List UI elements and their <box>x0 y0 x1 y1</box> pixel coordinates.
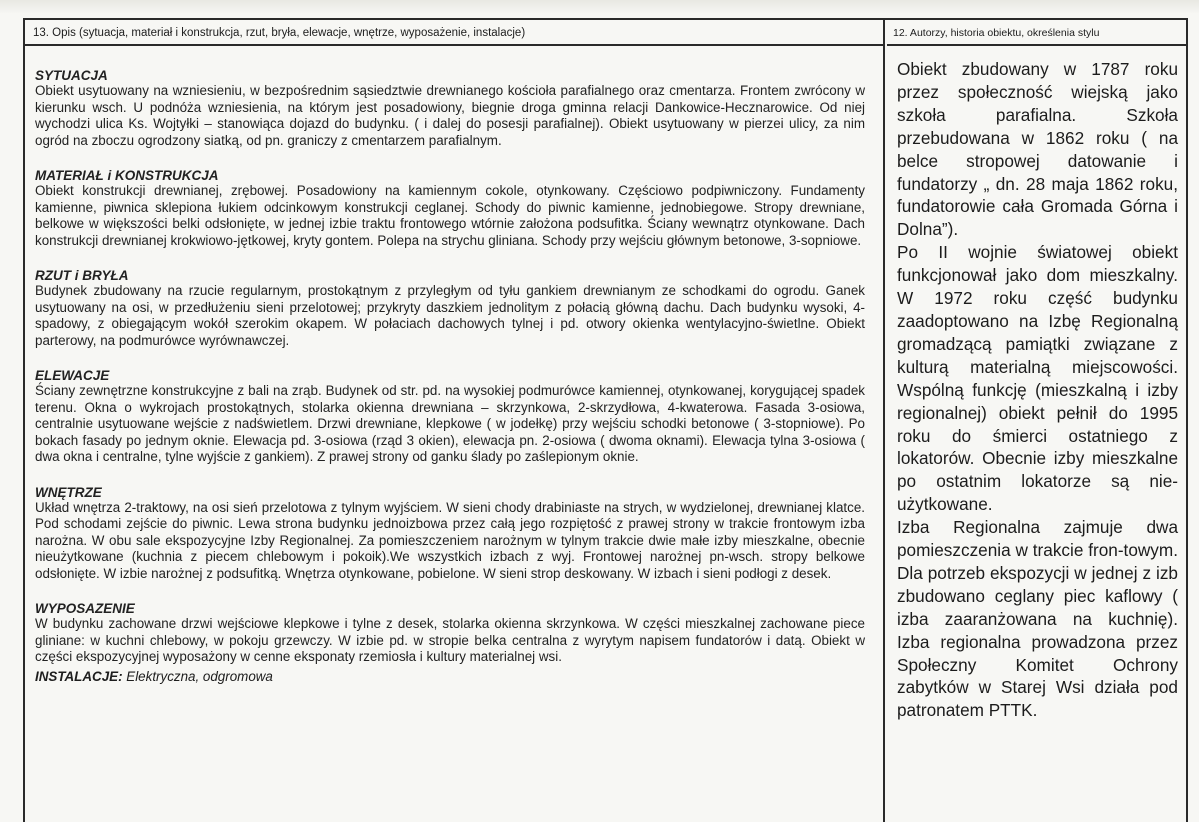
section-text: Obiekt usytuowany na wzniesieniu, w bezpośrednim sąsiedztwie drewnianego kościoła parafialnego oraz cmentarza. Frontem zwrócony w kierunku wsch. U podnóża wzniesienia, na którym jest posadowiony, biegnie droga gminna relacji Dankowice-Hecznarowice. Od niej wychodzi ulica Ks. Wojtyłki – stanowiąca dojazd do budynku. ( i dalej do posesji parafialnej). Obiekt usytuowany w pierzei ulicy, za nim ogród na zboczu ogrodzony siatką, od pn. graniczy z cmentarzem parafialnym. <box>35 83 865 148</box>
section-text: Układ wnętrza 2-traktowy, na osi sień przelotowa z tylnym wyjściem. W sieni chody drabiniaste na strych, w wydzielonej, drewnianej klatce. Pod schodami zejście do piwnic. Lewa strona budynku jednoizbowa przez całą jego rozpiętość z prawej strony w trakcie frontowym izba narożna. W obu sale ekspozycyjne Izby Regionalnej. Za pomieszczeniem narożnym w tylnym trakcie dwie małe izby mieszkalne, obecnie nieużytkowane (kuchnia z piecem chlebowym i pokoik).We wszystkich izbach z wyj. Frontowej narożnej pn-wsch. stropy belkowe odsłonięte. W izbie narożnej z podsufitką. Wnętrza otynkowane, pobielone. W sieni strop deskowany. W izbach i sieni podłogi z desek. <box>35 499 865 581</box>
description-column <box>25 20 885 822</box>
description-header: 13. Opis (sytuacja, materiał i konstrukcja, rzut, bryła, elewacje, wnętrze, wyposażenie, instalacje) <box>25 20 883 46</box>
scan-edge <box>0 0 1199 14</box>
description-body <box>25 46 873 685</box>
section-title: WYPOSAZENIE <box>35 601 135 616</box>
section-title: RZUT i BRYŁA <box>35 268 129 283</box>
section-text: Budynek zbudowany na rzucie regularnym, prostokątnym z przyległym od tyłu gankiem drewnianym ze schodkami do ogrodu. Ganek usytuowany na osi, w przedłużeniu sieni przelotowej; przykryty daszkiem jednolitym z połacią główną dachu. Dach budynku wysoki, 4-spadowy, z obiegającym wokół szerokim okapem. W połaciach dachowych tylnej i pd. otwory okienka wentylacyjno-świetlne. Obiekt parterowy, na podmurówce wyrównawczej. <box>35 283 865 348</box>
section-rzut <box>35 268 865 349</box>
installations-label: INSTALACJE: <box>35 668 123 684</box>
section-elewacje <box>35 368 865 466</box>
section-material <box>35 168 865 249</box>
section-title: SYTUACJA <box>35 68 108 83</box>
installations-value: Elektryczna, odgromowa <box>122 668 273 684</box>
section-sytuacja <box>35 68 865 149</box>
installations-line <box>35 669 865 685</box>
section-title: MATERIAŁ i KONSTRUKCJA <box>35 168 219 183</box>
section-wnetrze <box>35 485 865 583</box>
history-text: Obiekt zbudowany w 1787 roku przez społeczność wiejską jako szkoła parafialna. Szkoła przebudowana w 1862 roku ( na belce stropowej datowanie i fundatorzy „ dn. 28 maja 1862 roku, fundatorowie cała Gromada Górna i Dolna”). Po II wojnie światowej obiekt funkcjonował jako dom mieszkalny. W 1972 roku część budynku zaadoptowano na Izbę Regionalną gromadzącą pamiątki związane z kulturą materialną miejscowości. Wspólną funkcję (mieszkalną i izby regionalnej) obiekt pełnił do 1995 roku do śmierci ostatniego z lokatorów. Obecnie izby mieszkalne po ostatnim lokatorze są nie-użytkowane. Izba Regionalna zajmuje dwa pomieszczenia w trakcie fron-towym. Dla potrzeb ekspozycji w jednej z izb zbudowano ceglany piec kaflowy ( izba zaaranżowana na kuchnię). Izba regionalna prowadzona przez Społeczny Komitet Ochrony zabytków w Starej Wsi działa pod patronatem PTTK. <box>897 59 1178 721</box>
history-header: 12. Autorzy, historia obiektu, określenia stylu <box>887 20 1186 46</box>
section-text: Obiekt konstrukcji drewnianej, zrębowej. Posadowiony na kamiennym cokole, otynkowany. Częściowo podpiwniczony. Fundamenty kamienne, piwnica sklepiona łukiem odcinkowym konstrukcji ceglanej. Schody do piwnic kamienne, jednobiegowe. Stropy drewniane, belkowe w większości belki odsłonięte, w jednej izbie traktu frontowego wtórnie założona podsufitka. Ściany wewnątrz otynkowane. Dach konstrukcji drewnianej krokwiowo-jętkowej, kryty gontem. Polepa na strychu gliniana. Schody przy wejściu głównym betonowe, 3-sopniowe. <box>35 183 865 248</box>
document-table <box>23 18 1188 822</box>
section-wyposazenie <box>35 601 865 666</box>
section-title: ELEWACJE <box>35 368 110 383</box>
section-text: W budynku zachowane drzwi wejściowe klepkowe i tylne z desek, stolarka okienna skrzynkowa. W części mieszkalnej zachowane piece gliniane: w kuchni chlebowy, w pokoju grzewczy. W izbie pd. w stropie belka centralna z wyrytym napisem fundatorów i datą. Obiekt w części ekspozycyjnej wyposażony w cenne eksponaty rzemiosła i kultury materialnej wsi. <box>35 616 865 664</box>
section-text: Ściany zewnętrzne konstrukcyjne z bali na zrąb. Budynek od str. pd. na wysokiej podmurówce kamiennej, otynkowanej, korygującej spadek terenu. Okna o wykrojach prostokątnych, stolarka okienna drewniana – skrzynkowa, 2-skrzydłowa, 4-kwaterowa. Fasada 3-osiowa, centralnie usytuowane wejście z nadświetlem. Drzwi drewniane, klepkowe ( w jodełkę) przy wejściu schodki betonowe ( 3-stopniowe). Po bokach fasady po jednym oknie. Elewacja pd. 3-osiowa (rząd 3 okien), elewacja pn. 2-osiowa ( dwoma oknami). Elewacja tylna 3-osiowa ( dwa okna i centralne, tylne wyjście z gankiem). Z prawej strony od ganku ślady po zaślepionym oknie. <box>35 383 865 464</box>
history-body <box>887 46 1186 722</box>
section-title: WNĘTRZE <box>35 484 102 500</box>
history-column <box>887 20 1186 822</box>
